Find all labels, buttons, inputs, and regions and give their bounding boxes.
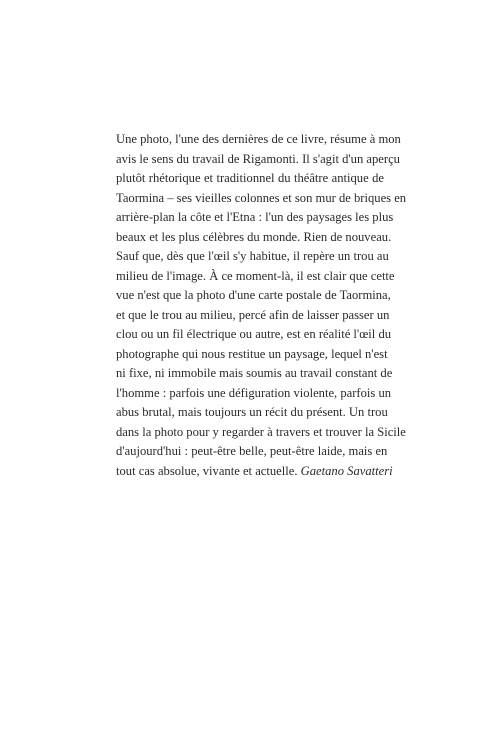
- quote-closing-text: tout cas absolue, vivante et actuelle.: [116, 463, 298, 478]
- quote-line-17: d'aujourd'hui : peut-être belle, peut-être laide, mais en: [116, 444, 388, 458]
- quote-line-8: milieu de l'image. À ce moment-là, il est clair que cette: [116, 268, 395, 283]
- quote-line-4: Taormina – ses vieilles colonnes et son mur de briques en: [116, 190, 407, 205]
- quote-line-10: et que le trou au milieu, percé afin de laisser passer un: [116, 307, 390, 322]
- quote-line-16: dans la photo pour y regarder à travers et trouver la Sicile: [116, 424, 406, 439]
- quote-line-15: abus brutal, mais toujours un récit du présent. Un trou: [116, 405, 388, 419]
- quote-line-13: ni fixe, ni immobile mais soumis au travail constant de: [116, 366, 393, 380]
- quote-line-5: arrière-plan la côte et l'Etna : l'un des paysages les plus: [116, 210, 394, 224]
- quote-line-6: beaux et les plus célèbres du monde. Rien de nouveau.: [116, 229, 392, 244]
- quote-paragraph: [116, 130, 407, 481]
- quote-line-2: avis le sens du travail de Rigamonti. Il s'agit d'un aperçu: [116, 151, 400, 166]
- quote-line-12: photographe qui nous restitue un paysage, lequel n'est: [116, 346, 388, 361]
- quote-line-last: [116, 462, 393, 482]
- quote-line-14: l'homme : parfois une défiguration violente, parfois un: [116, 385, 392, 400]
- author-name: Gaetano Savatteri: [300, 463, 393, 478]
- quote-line-3: plutôt rhétorique et traditionnel du théâtre antique de: [116, 171, 384, 185]
- quote-line-11: clou ou un fil électrique ou autre, est en réalité l'œil du: [116, 327, 392, 341]
- quote-line-1: Une photo, l'une des dernières de ce livre, résume à mon: [116, 132, 401, 146]
- quote-line-7: Sauf que, dès que l'œil s'y habitue, il repère un trou au: [116, 249, 389, 263]
- quote-line-9: vue n'est que la photo d'une carte postale de Taormina,: [116, 288, 391, 302]
